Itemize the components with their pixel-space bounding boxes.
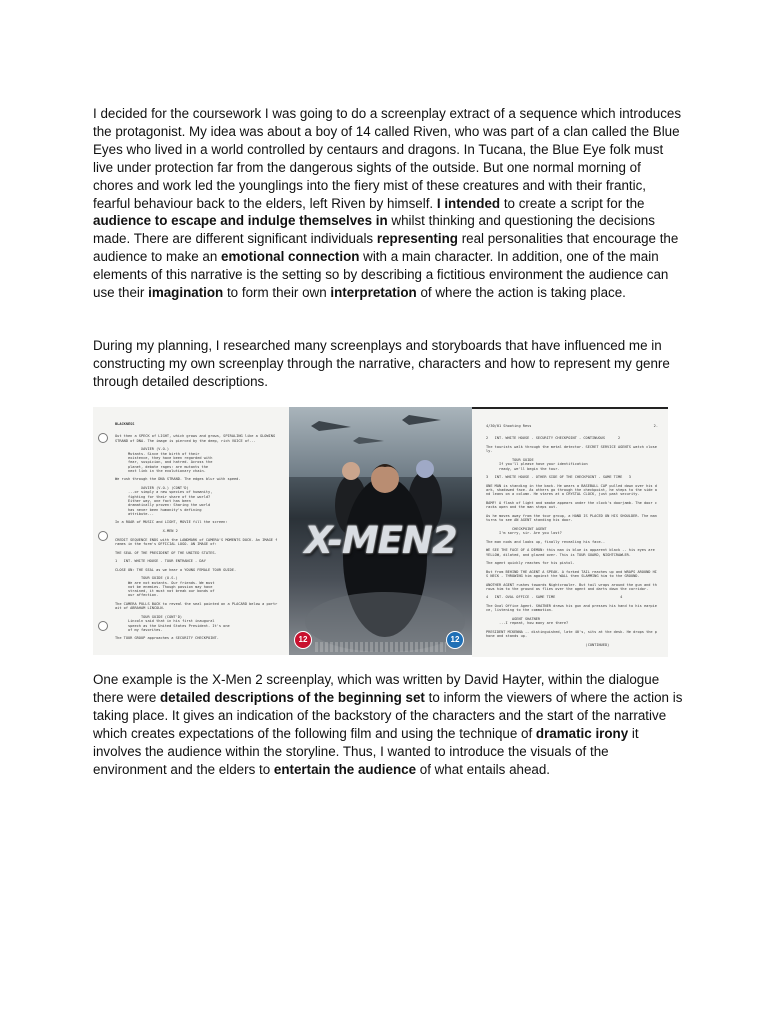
age-rating-badge: 12	[294, 631, 312, 649]
bold-phrase: dramatic irony	[535, 725, 629, 741]
text-run: whilst thinking and questioning the decisions made. There are different significant individuals	[93, 213, 655, 247]
screenplay-page-right	[472, 407, 668, 657]
text-run: of where the action is taking place.	[416, 285, 626, 301]
bold-phrase: detailed descriptions of the beginning set	[160, 689, 425, 705]
binder-hole-icon	[98, 433, 108, 443]
text-run: real personalities that encourage the audience to make an	[93, 231, 679, 265]
poster-legal-strip	[315, 642, 446, 652]
binder-hole-icon	[98, 531, 108, 541]
figure-left-head	[342, 462, 360, 480]
jet-icon	[311, 421, 351, 431]
text-run: it involves the audience within the storyline. Thus, I wanted to introduce the visuals of the environment and the elders to	[93, 725, 639, 777]
jet-icon	[353, 437, 384, 444]
figure-right-head	[416, 460, 434, 478]
figure-center-head	[371, 465, 399, 493]
text-run: with a main character. In addition, one of the main elements of this narrative is the setting so by describing a fictitious environment the audience can use their	[93, 249, 669, 301]
bold-phrase: emotional connection	[221, 249, 360, 265]
text-run: During my planning, I researched many screenplays and storyboards that have influenced me in constructing my own screenplay through the narrative, characters and how to represent my genre through detailed descriptions.	[93, 338, 670, 389]
bold-phrase: entertain the audience	[273, 761, 417, 777]
paragraph-example	[93, 671, 683, 778]
poster-title: X-MEN2	[304, 519, 457, 562]
screenplay-right-page-number: 2.	[653, 423, 658, 428]
screenplay-right-body: 2 INT. WHITE HOUSE - SECURITY CHECKPOINT - CONTINUOUS 2 The tourists walk through the metal detector. SECRET SERVICE AGENTS watch closely. TOUR GUIDE If you'll please have your identification ready, we'll begin the tour. 3 INT. WHITE HOUSE - OTHER SIDE OF THE CHECKPOINT - SAME TIME 3 ONE MAN is standing in the back. He wears a BASEBALL CAP pulled down over his dark, shadowed face. As others go through the checkpoint, he steps to the side and leans on a column. He stares at a CRYSTAL CLOCK, just past security. BAMF! A flash of light and smoke appears under the clock's doorjamb. The door cracks open and the man steps out. As he moves away from the tour group, a HAND IS PLACED ON HIS SHOULDER. The man turns to see AN AGENT standing his door. CHECKPOINT AGENT I'm sorry, sir. Are you lost? The man nods and looks up, finally revealing his face-- WE SEE THE FACE OF A DEMON: this man is blue is apparent black -- his eyes are YELLOW, dilated, and glazed over. This is TOUR GUARD, NIGHTCRAWLER. The agent quickly reaches for his pistol. But from BEHIND THE AGENT A SPEAK. A forked TAIL reaches up and WRAPS AROUND HIS NECK - THROWING him against the WALL then SLAMMING him to the GROUND. ANOTHER AGENT rushes towards Nightcrawler. But tail wraps around the gun and throws him to the ground as flies over the agent and darts down the corridor. 4 INT. OVAL OFFICE - SAME TIME 4 The Oval Office Agent. SHATNER draws his gun and presses his hand to his earpiece, listening to the commotion. AGENT SHATNER ...I repeat, how many are there? PRESIDENT MCKENNA -- distinguished, late 40's, sits at the desk. He drops the phone and stands up. (CONTINUED)	[486, 436, 657, 647]
binder-hole-icon	[98, 621, 108, 631]
screenplay-page-left	[93, 407, 289, 655]
jet-icon	[402, 415, 441, 425]
text-run: of what entails ahead.	[416, 761, 551, 777]
age-rating-badge: 12	[446, 631, 464, 649]
screenplay-right-heading: 4/30/01 Shooting Revs	[486, 423, 532, 428]
paragraph-intro	[93, 105, 683, 302]
paragraph-planning	[93, 337, 683, 391]
screenplay-right-header	[486, 424, 658, 428]
bold-phrase: representing	[376, 231, 458, 247]
text-run: I decided for the coursework I was going to do a screenplay extract of a sequence which introduces the protagonist. My idea was about a boy of 14 called Riven, who was part of a clan called the Blue Eyes who lived in a world controlled by centaurs and dragons. In Tucana, the Blue Eye folk must live under protection far from the dangerous sights of the outside. But one normal morning of chores and work led the younglings into the fiery mist of these creatures and with their frantic, fearful behaviour back to the elders, left Riven by himself.	[93, 106, 682, 211]
text-run: to create a script for the	[500, 195, 645, 211]
screenplay-left-body: Out then a SPECK of LIGHT, which grows and grows, SPIRALING like a GLOWING STRAND of DNA. The image is pierced by the deep, rich VOICE of... XAVIER (V.O.) Mutants. Since the birth of their existence, they have been regarded with fear, suspicion, and hatred. Across the planet, debate rages: are mutants the next link in the evolutionary chain. We rush through the DNA STRAND. The edges blur with speed. XAVIER (V.O.) (CONT'D) ...or simply a new species of humanity, fighting for their share of the world? Either way, one fact has been dramatically proven: Sharing the world has never been humanity's defining attribute... In a ROAR of MUSIC and LIGHT, MOVIE fill the screen: X-MEN 2 CREDIT SEQUENCE ENDS with the LANDMARK of CAMERA'S MOMENTS DOCK. An IMAGE frames in the form's OFFICIAL LOGO. AN IMAGE of: THE SEAL OF THE PRESIDENT OF THE UNITED STATES. 1 INT. WHITE HOUSE - TOUR ENTRANCE - DAY CLOSE ON: THE SEAL as we hear a YOUNG FEMALE TOUR GUIDE. TOUR GUIDE (O.S.) We are not mutants. Our friends. We must not be enemies. Though passion may have strained, it must not break our bonds of our affection. The CAMERA PULLS BACK to reveal the seal painted on a PLACARD below a portrait of ABRAHAM LINCOLN. TOUR GUIDE (CONT'D) Lincoln said that in his first inaugural speech as the United States President. It's one of my favorites. The TOUR GROUP approaches a SECURITY CHECKPOINT.	[115, 434, 278, 641]
screenplay-figure	[93, 407, 668, 655]
bold-phrase: I intended	[436, 195, 501, 211]
bold-phrase: imagination	[148, 285, 224, 301]
text-run: to form their own	[223, 285, 331, 301]
screenplay-left-text	[115, 413, 279, 649]
text-run: to inform the viewers of where the action is taking place. It gives an indication of the backstory of the characters and the start of the narrative which creates expectations of the following film and using the technique of	[93, 689, 683, 741]
bold-phrase: interpretation	[330, 285, 417, 301]
screenplay-right-text	[486, 415, 658, 656]
screenplay-left-heading: BLACKNESS	[115, 421, 135, 426]
xmen2-poster	[289, 407, 472, 655]
bold-phrase: audience to escape and indulge themselves in	[93, 213, 388, 229]
text-run: One example is the X-Men 2 screenplay, which was written by David Hayter, within the dialogue there were	[93, 672, 660, 705]
